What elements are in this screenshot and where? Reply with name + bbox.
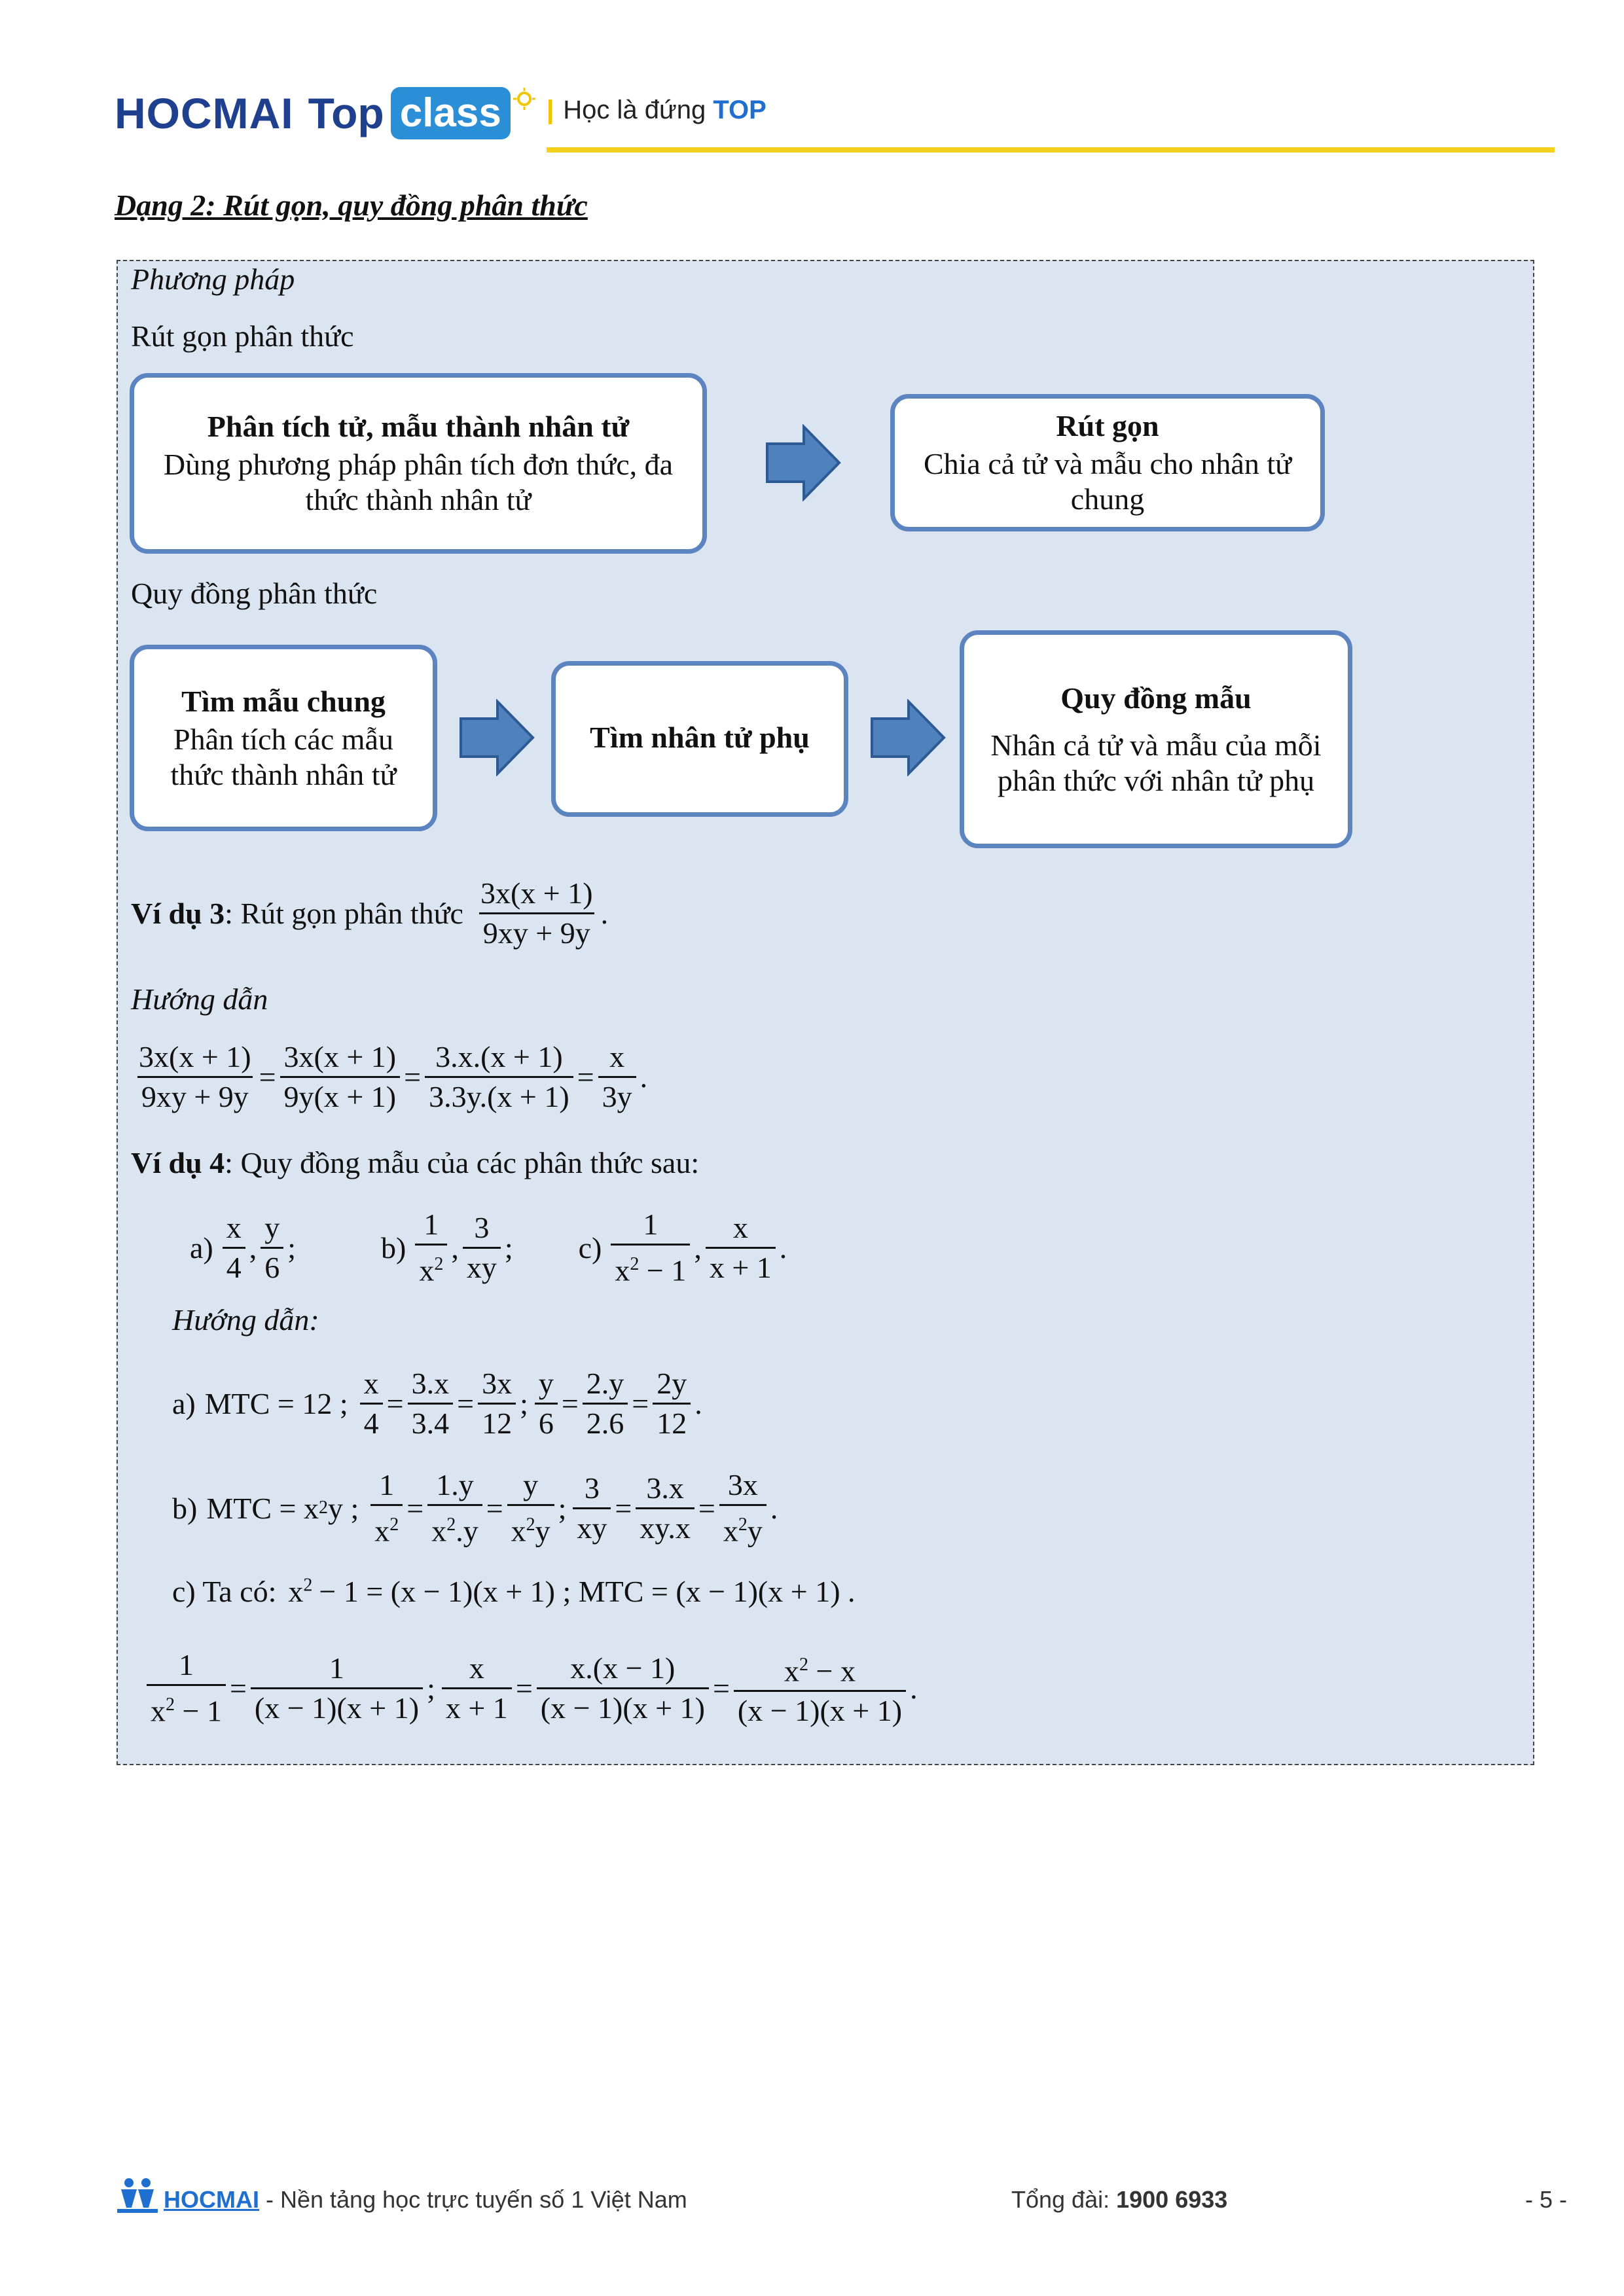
fraction: $\frac{3x(x + 1)}{9y(x + 1)}$ bbox=[280, 1038, 401, 1116]
fraction: $\frac{x}{4}$ bbox=[223, 1209, 245, 1287]
fraction: $\frac{2y}{12}$ bbox=[653, 1365, 691, 1443]
fraction: $\frac{3x(x + 1)}{9xy + 9y}$ bbox=[477, 874, 597, 952]
card-extra-factor bbox=[551, 661, 848, 817]
simplify-label: Rút gọn phân thức bbox=[131, 319, 354, 353]
fraction: $\frac{x}{x + 1}$ bbox=[706, 1209, 776, 1287]
arrow-right-icon bbox=[458, 699, 535, 776]
fraction: $\frac{3.x}{3.4}$ bbox=[408, 1365, 454, 1443]
page-number: - 5 - bbox=[1525, 2186, 1568, 2213]
card-simplify-body: Chia cả tử và mẫu cho nhân tử chung bbox=[923, 447, 1292, 516]
card-equalize bbox=[960, 630, 1352, 848]
example3-guide: Hướng dẫn bbox=[131, 982, 268, 1016]
card-common-denominator-title: Tìm mẫu chung bbox=[181, 684, 386, 718]
method-heading: Phương pháp bbox=[131, 262, 295, 296]
slogan: | Học là đứng TOP bbox=[547, 96, 767, 124]
card-factor-title: Phân tích tử, mẫu thành nhân tử bbox=[207, 410, 630, 443]
example3-statement: Ví dụ 3 : Rút gọn phân thức $\frac{3x(x + 1)}{9xy + 9y}$ . bbox=[131, 874, 608, 952]
example4-solution-a: a) MTC = 12 ; $\frac{x}{4}$ = $\frac{3.x}{3.4}$ = $\frac{3x}{12}$ ; $\frac{y}{6}$ = $\frac{2.y}{2.6}$ = $\frac{2y}{12}$ . bbox=[172, 1365, 702, 1443]
card-common-denominator-body: Phân tích các mẫu thức thành nhân tử bbox=[170, 722, 397, 791]
fraction: $\frac{1.y}{x^2.y}$ bbox=[427, 1466, 482, 1550]
card-equalize-title: Quy đồng mẫu bbox=[1060, 681, 1252, 715]
fraction: $\frac{3.x}{xy.x}$ bbox=[636, 1469, 695, 1547]
arrow-right-icon bbox=[869, 699, 947, 776]
arrow-right-icon bbox=[765, 424, 842, 501]
fraction: $\frac{1}{(x - 1)(x + 1)}$ bbox=[251, 1649, 423, 1727]
fraction: $\frac{y}{x^2y}$ bbox=[507, 1466, 554, 1550]
card-factor bbox=[130, 373, 707, 554]
example4-parts: a) $\frac{x}{4}$ , $\frac{y}{6}$ ; b) $\frac{1}{x^2}$ , $\frac{3}{xy}$ ; c) $\frac{1}{x^2 - 1}$ , $\frac{x}{x + 1}$ . bbox=[190, 1206, 787, 1289]
fraction: $\frac{3x}{12}$ bbox=[478, 1365, 516, 1443]
example4-solution-c-intro: c) Ta có: $x^2$ − 1 = (x − 1)(x + 1) ; MTC = (x − 1)(x + 1) . bbox=[172, 1575, 856, 1608]
footer-brand: HOCMAI - Nền tảng học trực tuyến số 1 Việt Nam bbox=[164, 2186, 687, 2213]
section-title: Dạng 2: Rút gọn, quy đồng phân thức bbox=[115, 188, 588, 222]
logo-top-text: Top bbox=[308, 89, 384, 137]
example4-solution-b: b) MTC = x 2 y ; $\frac{1}{x^2}$ = $\frac{1.y}{x^2.y}$ = $\frac{y}{x^2y}$ ; $\frac{3}{xy}$ = $\frac{3.x}{xy.x}$ = $\frac{3x}{x^2y}$ . bbox=[172, 1466, 778, 1550]
fraction: $\frac{x}{4}$ bbox=[360, 1365, 383, 1443]
hocmai-topclass-logo bbox=[115, 84, 535, 143]
example4-guide: Hướng dẫn: bbox=[172, 1303, 319, 1336]
logo-hocmai-text: HOCMAI bbox=[115, 89, 294, 137]
sun-icon bbox=[513, 88, 535, 110]
fraction: $\frac{x}{x + 1}$ bbox=[442, 1649, 512, 1727]
example4-solution-c: $\frac{1}{x^2 - 1}$ = $\frac{1}{(x - 1)(x + 1)}$ ; $\frac{x}{x + 1}$ = $\frac{x.(x - 1)}{(x - 1)(x + 1)}$ = $\frac{x^2 - x}{(x - 1)(x + 1)}$ . bbox=[143, 1646, 918, 1730]
fraction: $\frac{2.y}{2.6}$ bbox=[583, 1365, 628, 1443]
fraction: $\frac{3.x.(x + 1)}{3.3y.(x + 1)}$ bbox=[425, 1038, 573, 1116]
fraction: $\frac{y}{6}$ bbox=[261, 1209, 283, 1287]
card-extra-factor-title: Tìm nhân tử phụ bbox=[590, 721, 810, 754]
card-simplify bbox=[890, 394, 1325, 531]
fraction: $\frac{1}{x^2}$ bbox=[370, 1466, 403, 1550]
card-common-denominator bbox=[130, 645, 437, 831]
card-simplify-title: Rút gọn bbox=[1056, 409, 1159, 442]
fraction: $\frac{1}{x^2 - 1}$ bbox=[147, 1646, 226, 1730]
example3-solution: $\frac{3x(x + 1)}{9xy + 9y}$ = $\frac{3x(x + 1)}{9y(x + 1)}$ = $\frac{3.x.(x + 1)}{3.3y.(x + 1)}$ = $\frac{x}{3y}$ . bbox=[131, 1038, 647, 1116]
fraction: $\frac{3x(x + 1)}{9xy + 9y}$ bbox=[135, 1038, 255, 1116]
fraction: $\frac{x.(x - 1)}{(x - 1)(x + 1)}$ bbox=[537, 1649, 709, 1727]
footer-brand-link[interactable]: HOCMAI bbox=[164, 2186, 259, 2213]
fraction: $\frac{3}{xy}$ bbox=[573, 1469, 611, 1547]
fraction: $\frac{3x}{x^2y}$ bbox=[719, 1466, 767, 1550]
fraction: $\frac{x}{3y}$ bbox=[598, 1038, 636, 1116]
hocmai-people-icon bbox=[115, 2176, 160, 2215]
fraction: $\frac{3}{xy}$ bbox=[463, 1209, 501, 1287]
fraction: $\frac{x^2 - x}{(x - 1)(x + 1)}$ bbox=[734, 1646, 906, 1730]
card-equalize-body: Nhân cả tử và mẫu của mỗi phân thức với nhân tử phụ bbox=[990, 728, 1322, 797]
logo-class-badge: class bbox=[391, 87, 511, 139]
example4-statement: Ví dụ 4 : Quy đồng mẫu của các phân thức sau: bbox=[131, 1146, 700, 1179]
fraction: $\frac{1}{x^2}$ bbox=[415, 1206, 447, 1289]
fraction: $\frac{1}{x^2 - 1}$ bbox=[611, 1206, 690, 1289]
footer-hotline: Tổng đài: 1900 6933 bbox=[1011, 2186, 1228, 2213]
fraction: $\frac{y}{6}$ bbox=[535, 1365, 558, 1443]
common-denominator-label: Quy đồng phân thức bbox=[131, 577, 378, 610]
card-factor-body: Dùng phương pháp phân tích đơn thức, đa thức thành nhân tử bbox=[163, 448, 674, 516]
header-divider bbox=[547, 147, 1555, 152]
